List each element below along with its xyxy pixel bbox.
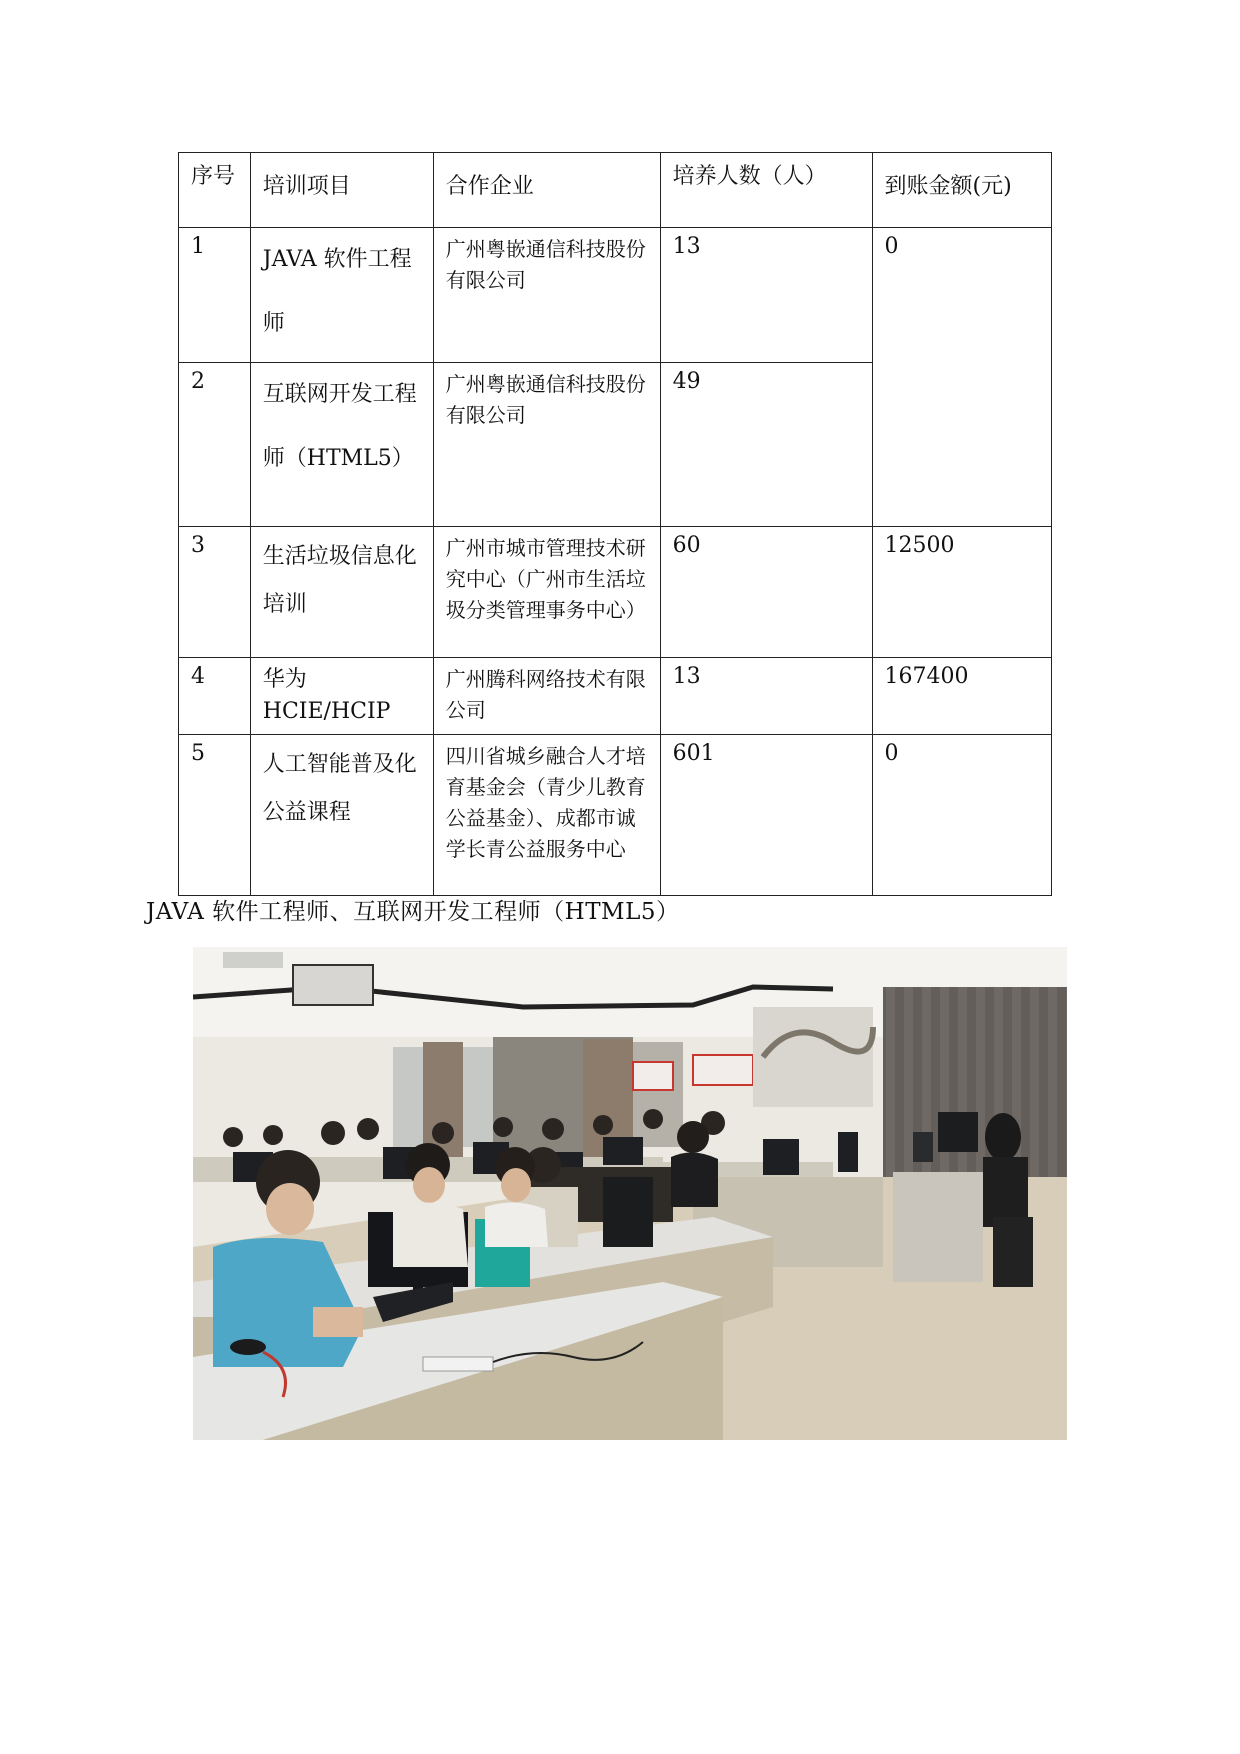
cell-count: 13: [660, 228, 872, 363]
cell-item: 华为 HCIE/HCIP: [250, 658, 433, 735]
cell-item: 人工智能普及化公益课程: [250, 735, 433, 896]
training-table: [178, 152, 1052, 896]
cell-item: 互联网开发工程师（HTML5）: [250, 363, 433, 527]
cell-count: 601: [660, 735, 872, 896]
header-no: 序号: [179, 153, 251, 228]
photo-caption: JAVA 软件工程师、互联网开发工程师（HTML5）: [146, 899, 680, 925]
cell-amount: 167400: [872, 658, 1052, 735]
cell-enterprise: 广州粤嵌通信科技股份有限公司: [433, 228, 660, 363]
cell-no: 3: [179, 527, 251, 658]
table-row: [179, 658, 1052, 735]
header-count: 培养人数（人）: [660, 153, 872, 228]
header-amount: 到账金额(元): [872, 153, 1052, 228]
header-item: 培训项目: [250, 153, 433, 228]
header-enterprise: 合作企业: [433, 153, 660, 228]
cell-count: 60: [660, 527, 872, 658]
classroom-photo: [193, 947, 1067, 1440]
table-row: [179, 527, 1052, 658]
cell-count: 49: [660, 363, 872, 527]
cell-no: 5: [179, 735, 251, 896]
cell-no: 2: [179, 363, 251, 527]
cell-no: 4: [179, 658, 251, 735]
cell-count: 13: [660, 658, 872, 735]
cell-item: JAVA 软件工程师: [250, 228, 433, 363]
cell-no: 1: [179, 228, 251, 363]
cell-enterprise: 广州腾科网络技术有限公司: [433, 658, 660, 735]
cell-item: 生活垃圾信息化培训: [250, 527, 433, 658]
cell-amount: 0: [872, 735, 1052, 896]
cell-enterprise: 四川省城乡融合人才培育基金会（青少儿教育公益基金）、成都市诚学长青公益服务中心: [433, 735, 660, 896]
cell-enterprise: 广州市城市管理技术研究中心（广州市生活垃圾分类管理事务中心）: [433, 527, 660, 658]
table-header-row: [179, 153, 1052, 228]
cell-amount: 12500: [872, 527, 1052, 658]
table-row: [179, 735, 1052, 896]
cell-amount: 0: [872, 228, 1052, 527]
table-row: [179, 228, 1052, 363]
cell-enterprise: 广州粤嵌通信科技股份有限公司: [433, 363, 660, 527]
